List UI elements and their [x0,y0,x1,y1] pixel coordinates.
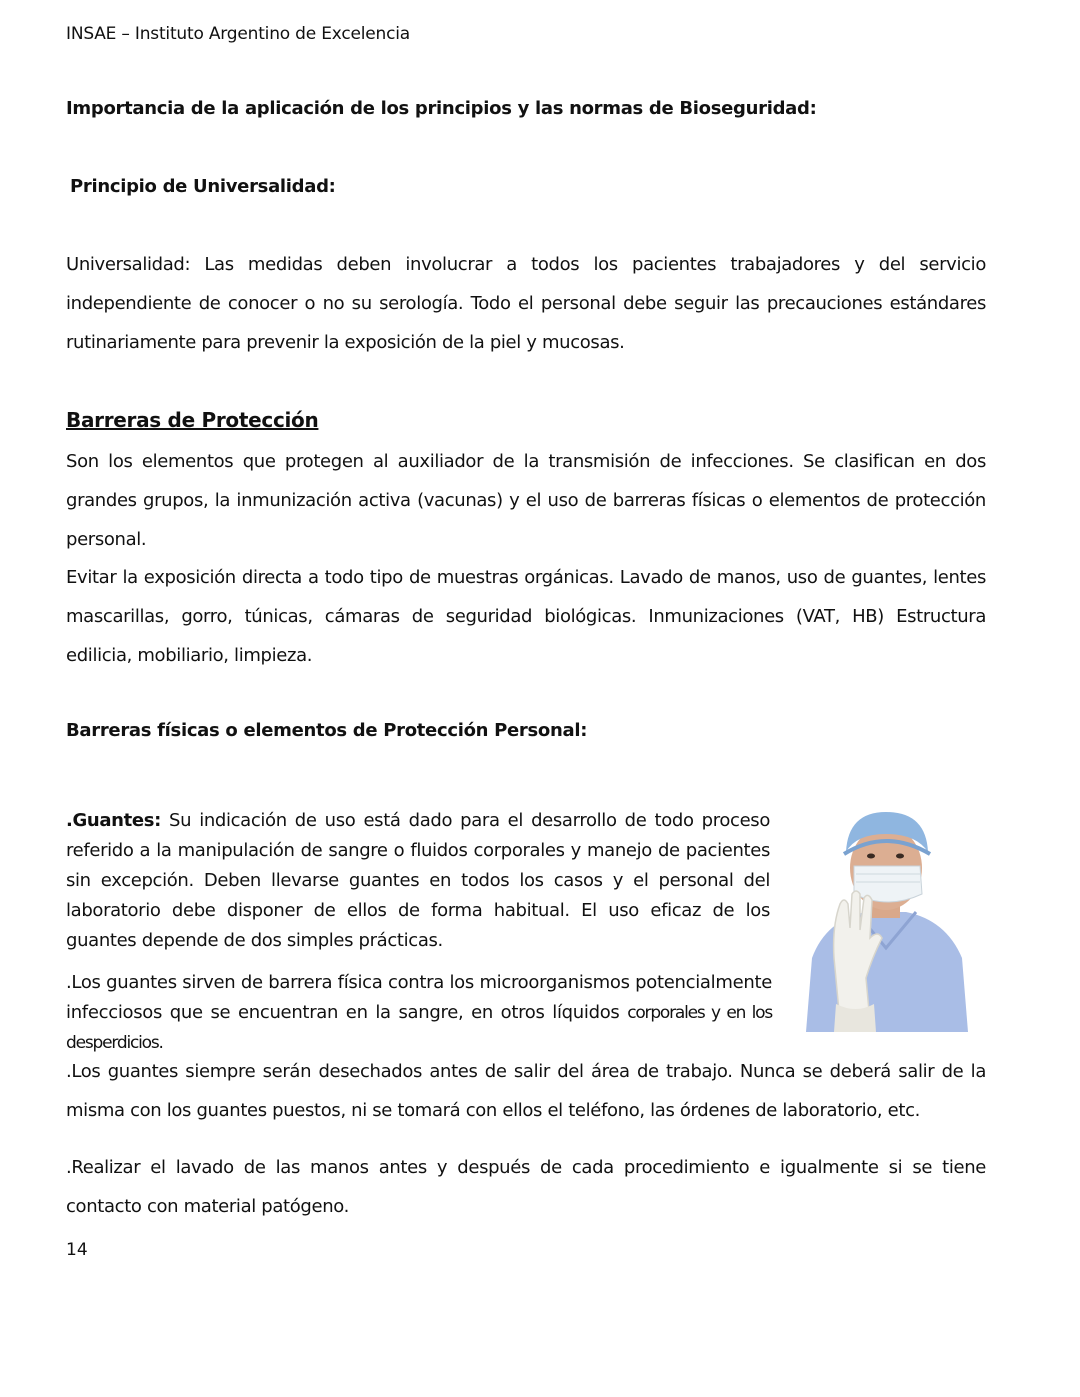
guantes-paragraph [66,806,770,956]
guantes-label: .Guantes: [66,810,161,831]
left-eye [867,854,875,859]
guantes-desechados-paragraph: .Los guantes siempre serán desechados antes de salir del área de trabajo. Nunca se deberá salir de la misma con los guantes puestos, ni se tomará con ellos el teléfono, las órdenes de laboratorio, etc. [66,1061,986,1121]
nurse-with-gloves-image [796,808,976,1032]
guantes-barrera-text-b: corporales y en los desperdicios. [66,1003,772,1053]
section-title-universalidad: Principio de Universalidad: [70,176,336,197]
evitar-paragraph: Evitar la exposición directa a todo tipo de muestras orgánicas. Lavado de manos, uso de guantes, lentes mascarillas, gorro, túnicas, cámaras de seguridad biológicas. Inmunizaciones (VAT, HB) Estructura edilicia, mobiliario, limpieza. [66,567,986,666]
gown-shape [806,912,968,1032]
section-title-importancia: Importancia de la aplicación de los principios y las normas de Bioseguridad: [66,98,817,119]
barreras-paragraph: Son los elementos que protegen al auxiliador de la transmisión de infecciones. Se clasifican en dos grandes grupos, la inmunización activa (vacunas) y el uso de barreras físicas o elementos de protección personal. [66,451,986,550]
page-number: 14 [66,1240,88,1260]
nurse-illustration [796,808,976,1032]
lavado-paragraph: .Realizar el lavado de las manos antes y después de cada procedimiento e igualmente si se tiene contacto con material patógeno. [66,1157,986,1217]
section-title-epp: Barreras físicas o elementos de Protección Personal: [66,720,588,741]
page-header: INSAE – Instituto Argentino de Excelencia [66,24,410,44]
universalidad-paragraph: Universalidad: Las medidas deben involucrar a todos los pacientes trabajadores y del servicio independiente de conocer o no su serología. Todo el personal debe seguir las precauciones estándares rutinariamente para prevenir la exposición de la piel y mucosas. [66,254,986,353]
guantes-barrera-text-a: .Los guantes sirven de barrera física contra los microorganismos potencialmente infecciosos que se encuentran en la sangre, en otros líquidos [66,972,772,1023]
section-title-barreras: Barreras de Protección [66,408,319,432]
guantes-barrera-paragraph [66,968,772,1058]
guantes-text: Su indicación de uso está dado para el desarrollo de todo proceso referido a la manipulación de sangre o fluidos corporales y manejo de pacientes sin excepción. Deben llevarse guantes en todos los casos y el personal del laboratorio debe disponer de ellos de forma habitual. El uso eficaz de los guantes depende de dos simples prácticas. [66,810,771,951]
right-eye [896,854,904,859]
